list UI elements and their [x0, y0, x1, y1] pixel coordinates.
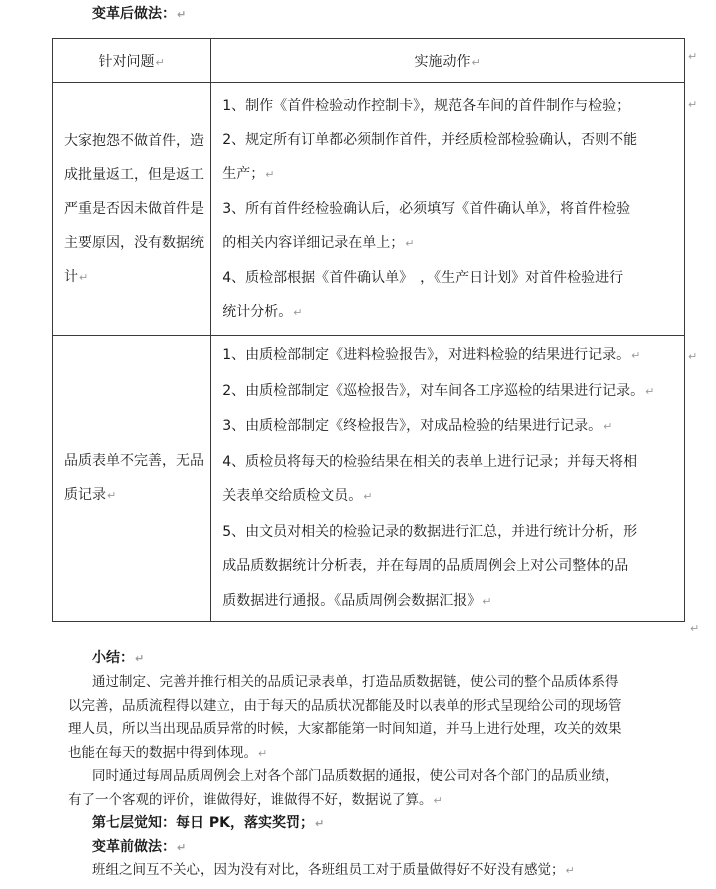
action-line: 3、由质检部制定《终检报告》，对成品检验的结果进行记录。↵ — [222, 418, 613, 434]
paragraph-mark-icon: ↵ — [363, 490, 373, 503]
paragraph-mark-icon: ↵ — [293, 305, 303, 319]
summary-title: 小结：↵ — [92, 650, 145, 666]
issue-cell: 品质表单不完善，无品质记录↵ — [53, 336, 211, 622]
header-actions: 实施动作↵ — [211, 39, 685, 83]
header-issue: 针对问题↵ — [53, 39, 211, 83]
table-row — [53, 336, 685, 622]
action-line: 关表单交给质检文员。↵ — [222, 488, 373, 504]
action-line: 生产；↵ — [222, 165, 275, 182]
paragraph-mark-icon: ↵ — [177, 8, 187, 21]
paragraph-mark-icon: ↵ — [405, 236, 415, 250]
action-line: 统计分析。↵ — [222, 303, 303, 320]
measures-table — [52, 38, 685, 622]
end-of-cell-mark-icon: ↵ — [688, 50, 698, 63]
paragraph-mark-icon: ↵ — [135, 652, 145, 665]
paragraph-mark-icon: ↵ — [471, 55, 481, 69]
paragraph-mark-icon: ↵ — [265, 167, 275, 181]
action-line: 质数据进行通报。《品质周例会数据汇报》↵ — [222, 592, 492, 609]
actions-cell — [211, 336, 685, 622]
action-line: 2、由质检部制定《巡检报告》，对车间各工序巡检的结果进行记录。↵ — [222, 382, 655, 399]
paragraph-mark-icon: ↵ — [565, 864, 575, 877]
summary-paragraph-2: 同时通过每周品质周例会上对各个部门品质数据的通报，使公司对各个部门的品质业绩，有了一个客观的评价，谁做得好，谁做得不好，数据说了算。↵ — [68, 768, 619, 808]
summary-paragraph-1: 通过制定、完善并推行相关的品质记录表单，打造品质数据链，使公司的整个品质体系得以完善，品质流程得以建立，由于每天的品质状况都能及时以表单的形式呈现给公司的现场管理人员，所以当出现品质异常的时候，大家都能第一时间知道，并马上进行处理，攻关的效果也能在每天的数据中得到体现。↵ — [68, 674, 622, 761]
action-line: 1、由质检部制定《进料检验报告》，对进料检验的结果进行记录。↵ — [222, 347, 641, 363]
paragraph-mark-icon: ↵ — [603, 420, 613, 433]
paragraph-mark-icon: ↵ — [645, 384, 655, 398]
summary-section — [68, 646, 628, 883]
action-line: 成品质数据统计分析表，并在每周的品质周例会上对公司整体的品 — [222, 558, 629, 574]
paragraph-mark-icon: ↵ — [79, 270, 89, 284]
before-change-text: 班组之间互不关心，因为没有对比，各班组员工对于质量做得好不好没有感觉；↵ — [92, 862, 575, 878]
paragraph-mark-icon: ↵ — [177, 840, 187, 854]
actions-cell — [211, 83, 685, 336]
paragraph-mark-icon: ↵ — [314, 817, 325, 830]
action-line: 3、所有首件经检验确认后，必须填写《首件确认单》，将首件检验 — [222, 200, 631, 217]
action-line: 的相关内容详细记录在单上；↵ — [222, 234, 415, 251]
paragraph-mark-icon: ↵ — [107, 489, 117, 502]
paragraph-mark-icon: ↵ — [433, 793, 443, 807]
paragraph-mark-icon: ↵ — [258, 746, 268, 760]
level-seven-heading: 第七层觉知：每日 PK，落实奖罚；↵ — [92, 815, 325, 831]
issue-cell: 大家抱怨不做首件，造成批量返工，但是返工严重是否因未做首件是主要原因，没有数据统计↵ — [53, 83, 211, 336]
action-line: 2、规定所有订单都必须制作首件，并经质检部检验确认，否则不能 — [222, 131, 638, 148]
end-of-cell-mark-icon: ↵ — [688, 98, 698, 111]
action-line: 4、质检部根据《首件确认单》 ，《生产日计划》对首件检验进行 — [222, 269, 624, 286]
end-of-cell-mark-icon: ↵ — [688, 350, 698, 363]
paragraph-mark-icon: ↵ — [155, 55, 165, 69]
paragraph-mark-icon: ↵ — [482, 594, 492, 608]
action-line: 1、制作《首件检验动作控制卡》，规范各车间的首件制作与检验； — [222, 97, 631, 114]
end-of-row-mark-icon: ↵ — [690, 622, 700, 635]
table-header-row — [53, 39, 685, 83]
action-line: 5、由文员对相关的检验记录的数据进行汇总，并进行统计分析，形 — [222, 523, 638, 540]
before-change-heading: 变革前做法：↵ — [92, 838, 187, 855]
paragraph-mark-icon: ↵ — [631, 349, 641, 362]
action-line: 4、质检员将每天的检验结果在相关的表单上进行记录；并每天将相 — [222, 453, 638, 470]
table-row — [53, 83, 685, 336]
heading-after-change: 变革后做法：↵ — [92, 6, 187, 22]
